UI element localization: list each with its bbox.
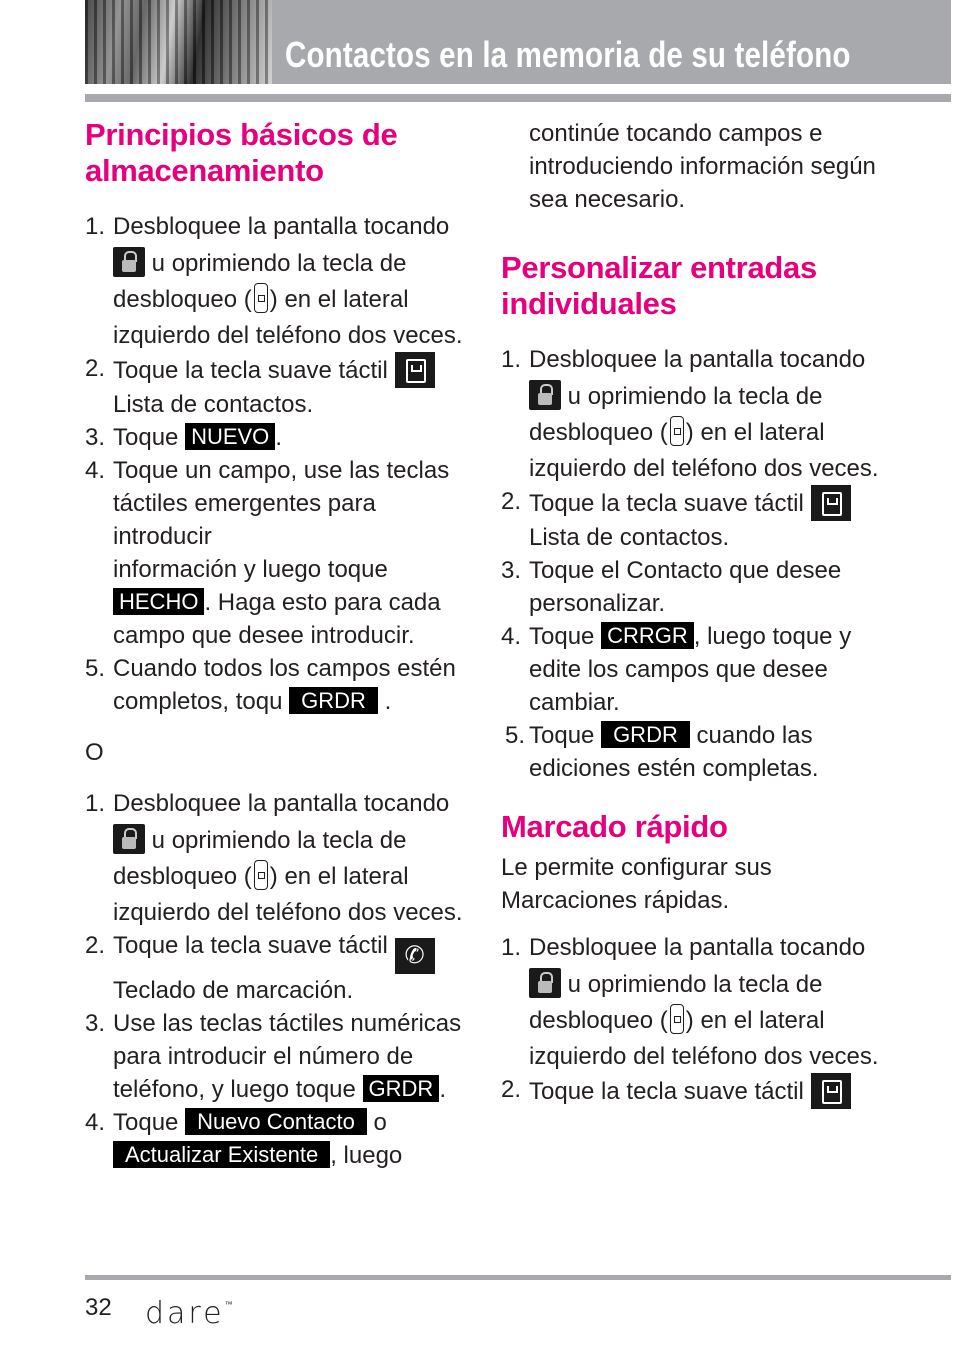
page-header	[85, 0, 951, 84]
header-photo	[85, 0, 272, 84]
side-key-icon	[254, 860, 268, 890]
list-item: 1. Desbloquee la pantalla tocando u oprimiendo la tecla de desbloqueo ( ) en el lateral izquierdo del teléfono dos veces.	[501, 346, 879, 482]
phone-icon: ✆	[395, 938, 435, 974]
list-item: 3. Toque el Contacto que desee personalizar.	[501, 557, 842, 617]
actualizar-existente-key: Actualizar Existente	[113, 1141, 330, 1168]
nuevo-key: NUEVO	[185, 423, 275, 450]
page-title: Contactos en la memoria de su teléfono	[285, 34, 851, 75]
footer-rule	[85, 1275, 951, 1280]
side-key-icon	[670, 416, 684, 446]
list-item: 2. Toque la tecla suave táctil	[501, 1073, 881, 1109]
nuevo-contacto-key: Nuevo Contacto	[185, 1108, 367, 1135]
page-number: 32	[85, 1294, 112, 1321]
lock-icon	[529, 968, 561, 998]
list-item: 5. Cuando todos los campos estén completos, toqu GRDR .	[85, 655, 456, 715]
dare-logo: dare™	[145, 1296, 233, 1331]
list-item: 2. Toque la tecla suave táctil ✆ Teclado de marcación.	[85, 929, 465, 1007]
list-item: 1. Desbloquee la pantalla tocando u oprimiendo la tecla de desbloqueo ( ) en el lateral izquierdo del teléfono dos veces.	[85, 213, 463, 349]
lock-icon	[113, 247, 145, 277]
grdr-key: GRDR	[289, 687, 378, 714]
list-item: 2. Toque la tecla suave táctil Lista de contactos.	[85, 352, 465, 421]
list-item: 3. Toque NUEVO .	[85, 424, 282, 451]
list-item: 2. Toque la tecla suave táctil Lista de contactos.	[501, 485, 881, 554]
list-item: 5. Toque GRDR cuando las ediciones estén completas.	[505, 722, 819, 782]
lock-icon	[529, 380, 561, 410]
hecho-key: HECHO	[113, 588, 204, 615]
or-separator: O	[85, 739, 104, 766]
continued-text: continúe tocando campos e introduciendo información según sea necesario.	[529, 120, 876, 213]
right-column	[501, 117, 881, 1109]
grdr-key: GRDR	[363, 1075, 440, 1102]
crrgr-key: CRRGR	[601, 622, 694, 649]
list-item: 4. Toque un campo, use las teclas táctiles emergentes para introducir información y luego toque HECHO . Haga esto para cada campo que desee introducir.	[85, 457, 450, 649]
list-item: 4. Toque CRRGR , luego toque y edite los campos que desee cambiar.	[501, 623, 852, 716]
list-item: 3. Use las teclas táctiles numéricas para introducir el número de teléfono, y luego toque GRDR .	[85, 1010, 462, 1103]
speed-dial-intro: Le permite configurar sus Marcaciones rápidas.	[501, 854, 772, 914]
side-key-icon	[254, 283, 268, 313]
contacts-icon	[811, 1073, 851, 1109]
grdr-key: GRDR	[601, 721, 690, 748]
contacts-icon	[811, 485, 851, 521]
lock-icon	[113, 824, 145, 854]
contacts-icon	[395, 352, 435, 388]
section-heading-storage: Principios básicos de almacenamiento	[85, 117, 398, 188]
list-item: 1. Desbloquee la pantalla tocando u oprimiendo la tecla de desbloqueo ( ) en el lateral izquierdo del teléfono dos veces.	[85, 790, 463, 926]
list-item: 4. Toque Nuevo Contacto o Actualizar Existente , luego	[85, 1109, 403, 1169]
section-heading-speed-dial: Marcado rápido	[501, 809, 728, 844]
side-key-icon	[670, 1004, 684, 1034]
header-rule	[85, 94, 951, 102]
list-item: 1. Desbloquee la pantalla tocando u oprimiendo la tecla de desbloqueo ( ) en el lateral izquierdo del teléfono dos veces.	[501, 934, 879, 1070]
section-heading-customize: Personalizar entradas individuales	[501, 250, 817, 321]
left-column	[85, 117, 465, 1172]
